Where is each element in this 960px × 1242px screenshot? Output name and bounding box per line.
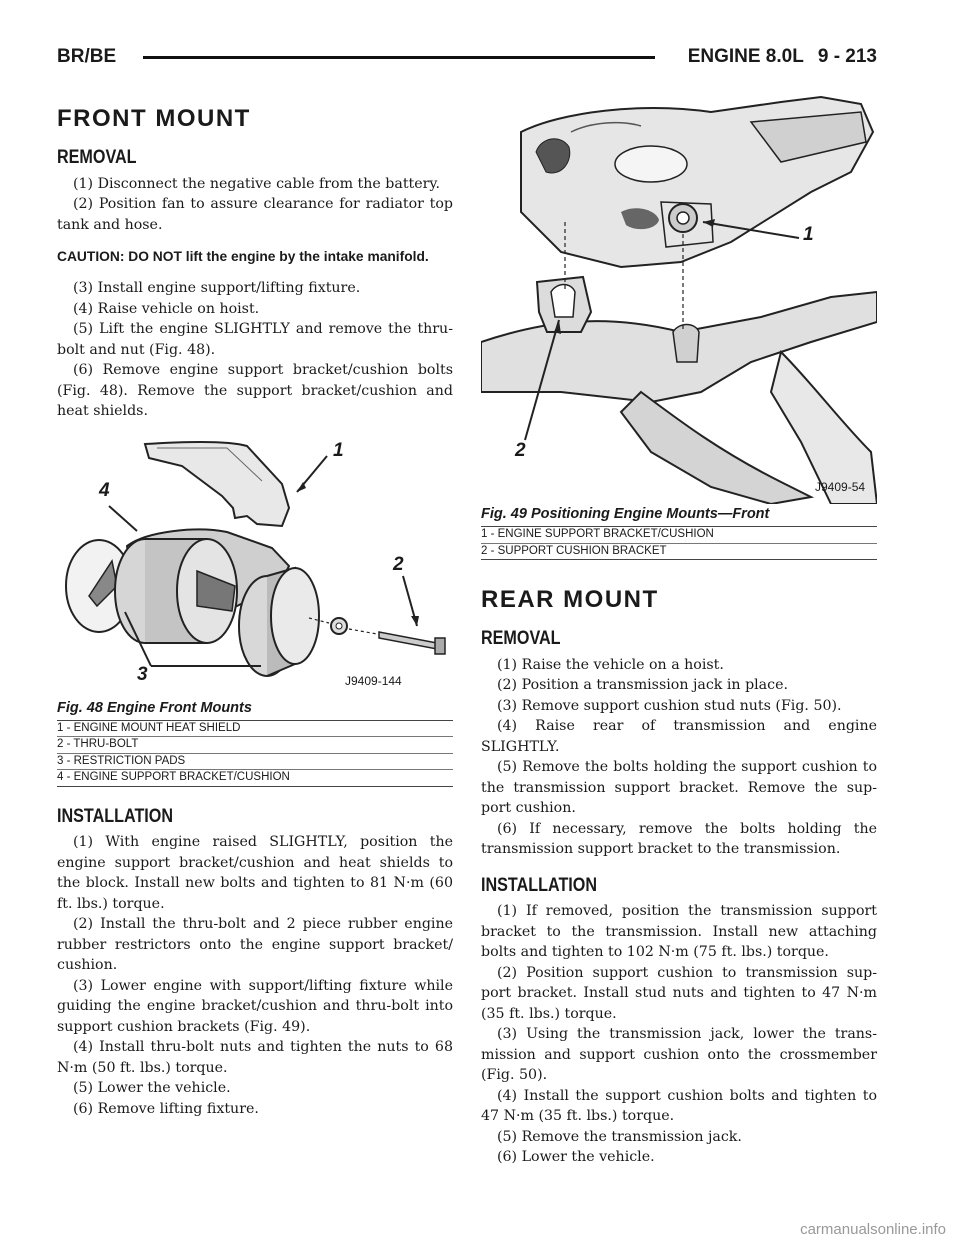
rear-install-step: (4) Install the support cushion bolts and tighten to 47 N·m (35 ft. lbs.) torque. (481, 1087, 877, 1125)
rear-installation-heading: INSTALLATION (481, 874, 598, 896)
legend-item: 2 - SUPPORT CUSHION BRACKET (481, 544, 667, 557)
page-header (57, 46, 877, 70)
fig48-callout-3: 3 (137, 663, 148, 685)
rear-install-step: (2) Position support cushion to transmission sup- port bracket. Install stud nuts and tighten to 47 N·m (35 ft. lbs.) torque. (481, 964, 877, 1022)
rear-install-step: (6) Lower the vehicle. (497, 1149, 655, 1166)
rear-install-step: (1) If removed, position the transmission support bracket to the transmission. Install new attaching bolts and tighten to 102 N·m (75 ft. lbs.) torque. (481, 903, 877, 961)
front-install-step: (4) Install thru-bolt nuts and tighten the nuts to 68 N·m (50 ft. lbs.) torque. (57, 1039, 453, 1076)
front-removal-step: (3) Install engine support/lifting fixture. (73, 280, 361, 297)
legend-item: 2 - THRU-BOLT (57, 737, 453, 754)
fig49-legend (481, 526, 877, 560)
rear-removal-step: (6) If necessary, remove the bolts holding the transmission support bracket to the transmission. (481, 820, 877, 858)
fig48-callout-2: 2 (393, 553, 404, 575)
legend-item: 4 - ENGINE SUPPORT BRACKET/CUSHION (57, 771, 290, 784)
legend-item: 1 - ENGINE SUPPORT BRACKET/CUSHION (481, 527, 877, 544)
figure-49 (481, 92, 877, 560)
front-install-step: (3) Lower engine with support/lifting fixture while guiding the engine bracket/cushion and thru-bolt into support cushion brackets (Fig. 49). (57, 977, 453, 1035)
fig49-callout-2: 2 (515, 440, 526, 461)
front-removal-step: (2) Position fan to assure clearance for radiator top tank and hose. (57, 196, 453, 233)
front-removal-step: (6) Remove engine support bracket/cushion bolts (Fig. 48). Remove the support bracket/cushion and heat shields. (57, 362, 453, 420)
legend-item: 3 - RESTRICTION PADS (57, 754, 453, 771)
left-column (57, 105, 453, 1119)
front-removal-step: (4) Raise vehicle on hoist. (73, 300, 260, 317)
header-section: ENGINE 8.0L (687, 46, 804, 67)
header-right (674, 46, 877, 68)
fig48-title: Fig. 48 Engine Front Mounts (57, 699, 252, 716)
header-page-number: 9 - 213 (817, 46, 877, 67)
rear-removal-step: (1) Raise the vehicle on a hoist. (497, 656, 724, 673)
header-model: BR/BE (57, 46, 117, 67)
legend-item: 1 - ENGINE MOUNT HEAT SHIELD (57, 721, 453, 738)
figure-48 (57, 436, 453, 787)
rear-install-step: (3) Using the transmission jack, lower the trans- mission and support cushion onto the crossmember (Fig. 50). (481, 1026, 877, 1084)
fig48-callout-4: 4 (99, 479, 110, 501)
fig48-callout-1: 1 (333, 439, 344, 461)
front-mount-title: FRONT MOUNT (57, 105, 251, 132)
header-rule (143, 56, 655, 59)
front-install-step: (5) Lower the vehicle. (73, 1080, 231, 1097)
rear-install-step: (5) Remove the transmission jack. (497, 1128, 742, 1145)
watermark: carmanualsonline.info (800, 1221, 946, 1238)
caution-note: CAUTION: DO NOT lift the engine by the intake manifold. (57, 249, 429, 265)
rear-removal-heading: REMOVAL (481, 627, 561, 649)
rear-removal-step: (3) Remove support cushion stud nuts (Fig. 50). (497, 697, 842, 714)
fig48-legend (57, 720, 453, 787)
fig49-callout-1: 1 (803, 224, 814, 245)
fig49-id: J9409-54 (815, 480, 866, 494)
fig48-id: J9409-144 (345, 673, 402, 688)
front-install-step: (1) With engine raised SLIGHTLY, position the engine support bracket/cushion and heat shields to the block. Install new bolts and tighten to 81 N·m (60 ft. lbs.) torque. (57, 834, 453, 912)
rear-removal-step: (5) Remove the bolts holding the support cushion to the transmission support bracket. Remove the sup- port cushion. (481, 759, 877, 817)
front-install-step: (6) Remove lifting fixture. (73, 1100, 259, 1117)
fig49-title: Fig. 49 Positioning Engine Mounts—Front (481, 506, 770, 522)
front-install-step: (2) Install the thru-bolt and 2 piece rubber engine rubber restrictors onto the engine support bracket/ cushion. (57, 916, 453, 974)
front-removal-step: (5) Lift the engine SLIGHTLY and remove the thru-bolt and nut (Fig. 48). (57, 321, 453, 358)
rear-removal-step: (4) Raise rear of transmission and engine SLIGHTLY. (481, 718, 877, 755)
front-removal-step: (1) Disconnect the negative cable from the battery. (73, 175, 441, 192)
rear-removal-step: (2) Position a transmission jack in place. (497, 677, 788, 694)
front-installation-heading: INSTALLATION (57, 805, 174, 827)
front-removal-heading: REMOVAL (57, 146, 137, 168)
right-column (481, 92, 877, 1168)
rear-mount-title: REAR MOUNT (481, 586, 659, 613)
engine-positioning-illustration (481, 92, 877, 504)
